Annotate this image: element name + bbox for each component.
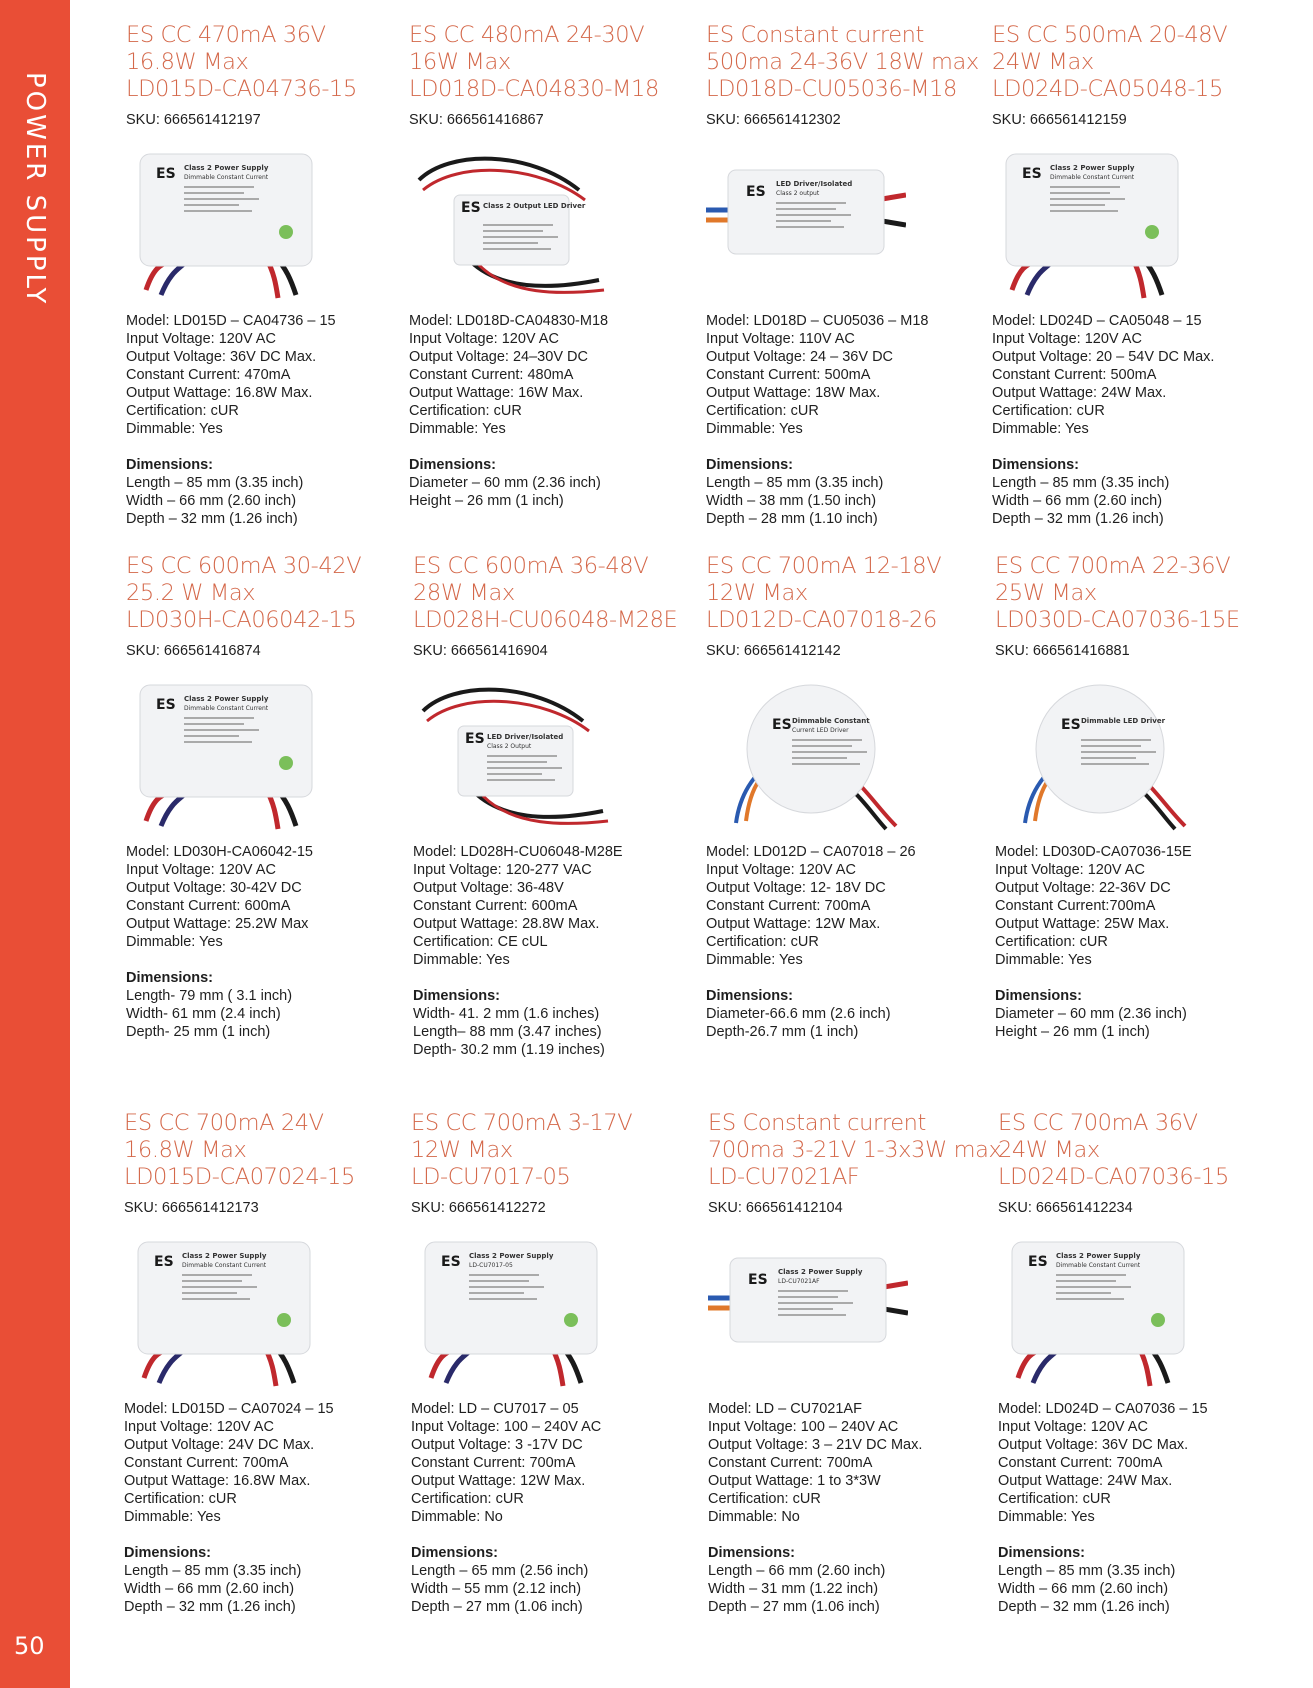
dimension-line: Depth- 25 mm (1 inch) xyxy=(126,1024,271,1040)
product-title-line: 12W Max xyxy=(411,1137,513,1163)
spec-line: Input Voltage: 120V AC xyxy=(998,1419,1148,1435)
svg-text:Current LED Driver: Current LED Driver xyxy=(792,727,849,734)
spec-line: Model: LD015D – CA04736 – 15 xyxy=(126,313,336,329)
product-dimensions xyxy=(706,474,988,528)
spec-line: Certification: cUR xyxy=(706,403,819,419)
dimension-line: Diameter – 60 mm (2.36 inch) xyxy=(995,1006,1187,1022)
spec-line: Output Voltage: 24V DC Max. xyxy=(124,1437,315,1453)
spec-line: Dimmable: Yes xyxy=(124,1509,221,1525)
spec-line: Output Voltage: 36V DC Max. xyxy=(126,349,317,365)
spec-line: Output Voltage: 20 – 54V DC Max. xyxy=(992,349,1215,365)
dimension-line: Width – 38 mm (1.50 inch) xyxy=(706,493,877,509)
product-specs xyxy=(126,312,408,438)
spec-line: Model: LD – CU7021AF xyxy=(708,1401,862,1417)
dimensions-heading: Dimensions: xyxy=(995,988,1083,1004)
dimension-line: Width – 66 mm (2.60 inch) xyxy=(126,493,297,509)
dimension-line: Depth-26.7 mm (1 inch) xyxy=(706,1024,859,1040)
spec-line: Input Voltage: 120V AC xyxy=(995,862,1145,878)
svg-text:Class 2 Power Supply: Class 2 Power Supply xyxy=(182,1252,267,1260)
svg-text:Class 2 Power Supply: Class 2 Power Supply xyxy=(1050,164,1135,172)
dimension-line: Depth- 30.2 mm (1.19 inches) xyxy=(413,1042,605,1058)
product-sku: SKU: 666561412302 xyxy=(706,112,841,128)
svg-text:Dimmable Constant Current: Dimmable Constant Current xyxy=(1056,1262,1141,1269)
spec-line: Certification: cUR xyxy=(124,1491,237,1507)
dimension-line: Depth – 32 mm (1.26 inch) xyxy=(126,511,298,527)
svg-text:ES: ES xyxy=(1061,717,1081,733)
svg-text:Class 2 Power Supply: Class 2 Power Supply xyxy=(778,1268,863,1276)
product-card xyxy=(708,1110,1002,1616)
svg-text:Dimmable LED Driver: Dimmable LED Driver xyxy=(1081,717,1166,725)
product-image xyxy=(411,1228,611,1388)
dimensions-heading: Dimensions: xyxy=(992,457,1080,473)
spec-line: Output Wattage: 16.8W Max. xyxy=(126,385,313,401)
svg-text:Class 2 Power Supply: Class 2 Power Supply xyxy=(184,695,269,703)
spec-line: Model: LD018D-CA04830-M18 xyxy=(409,313,609,329)
product-title xyxy=(126,22,408,103)
product-specs xyxy=(706,312,988,438)
svg-text:Dimmable Constant Current: Dimmable Constant Current xyxy=(184,705,269,712)
product-image xyxy=(998,1228,1198,1388)
product-title-line: LD024D-CA05048-15 xyxy=(992,76,1223,102)
product-title-line: ES CC 480mA 24-30V xyxy=(409,22,645,48)
svg-text:LED Driver/Isolated: LED Driver/Isolated xyxy=(487,733,564,741)
product-title-line: 16W Max xyxy=(409,49,511,75)
dimension-line: Length – 66 mm (2.60 inch) xyxy=(708,1563,886,1579)
product-dimensions xyxy=(998,1562,1280,1616)
product-title-line: ES CC 700mA 36V xyxy=(998,1110,1198,1136)
dimension-line: Length – 85 mm (3.35 inch) xyxy=(126,475,304,491)
section-title: POWER SUPPLY xyxy=(20,72,50,307)
svg-text:Dimmable Constant Current: Dimmable Constant Current xyxy=(182,1262,267,1269)
page-number: 50 xyxy=(14,1632,45,1660)
product-photo xyxy=(411,1228,611,1388)
product-title xyxy=(413,553,695,634)
spec-line: Model: LD018D – CU05036 – M18 xyxy=(706,313,929,329)
product-title-line: 25.2 W Max xyxy=(126,580,256,606)
product-image xyxy=(706,140,906,300)
spec-line: Output Voltage: 3 -17V DC xyxy=(411,1437,583,1453)
dimension-line: Length – 85 mm (3.35 inch) xyxy=(706,475,884,491)
product-title xyxy=(126,553,408,634)
dimension-line: Depth – 32 mm (1.26 inch) xyxy=(992,511,1164,527)
product-specs xyxy=(413,843,695,969)
product-title-line: LD018D-CA04830-M18 xyxy=(409,76,659,102)
dimension-line: Diameter – 60 mm (2.36 inch) xyxy=(409,475,601,491)
spec-line: Input Voltage: 120V AC xyxy=(992,331,1142,347)
product-photo xyxy=(706,140,906,300)
product-sku: SKU: 666561412159 xyxy=(992,112,1127,128)
svg-text:ES: ES xyxy=(461,200,481,216)
product-sku: SKU: 666561416874 xyxy=(126,643,261,659)
spec-line: Certification: cUR xyxy=(126,403,239,419)
svg-text:ES: ES xyxy=(772,717,792,733)
product-title-line: ES Constant current xyxy=(708,1110,926,1136)
product-specs xyxy=(708,1400,990,1526)
spec-line: Input Voltage: 120V AC xyxy=(706,862,856,878)
spec-line: Input Voltage: 120-277 VAC xyxy=(413,862,592,878)
spec-line: Certification: cUR xyxy=(708,1491,821,1507)
product-image xyxy=(124,1228,324,1388)
product-photo xyxy=(409,140,609,300)
spec-line: Constant Current: 470mA xyxy=(126,367,291,383)
product-title-line: 28W Max xyxy=(413,580,515,606)
product-title xyxy=(706,553,988,634)
spec-line: Output Wattage: 12W Max. xyxy=(411,1473,586,1489)
product-sku: SKU: 666561412197 xyxy=(126,112,261,128)
product-specs xyxy=(992,312,1274,438)
product-title-line: LD015D-CA07024-15 xyxy=(124,1164,355,1190)
dimension-line: Length– 88 mm (3.47 inches) xyxy=(413,1024,602,1040)
product-title-line: ES CC 600mA 36-48V xyxy=(413,553,649,579)
product-dimensions xyxy=(126,474,408,528)
product-title-line: 24W Max xyxy=(992,49,1094,75)
product-sku: SKU: 666561416881 xyxy=(995,643,1130,659)
dimension-line: Length- 79 mm ( 3.1 inch) xyxy=(126,988,293,1004)
product-title-line: 700ma 3-21V 1-3x3W max xyxy=(708,1137,1002,1163)
dimension-line: Width- 41. 2 mm (1.6 inches) xyxy=(413,1006,600,1022)
product-specs xyxy=(411,1400,693,1526)
dimension-line: Length – 65 mm (2.56 inch) xyxy=(411,1563,589,1579)
spec-line: Output Wattage: 24W Max. xyxy=(992,385,1167,401)
product-title-line: ES CC 470mA 36V xyxy=(126,22,326,48)
product-card xyxy=(998,1110,1280,1616)
product-photo xyxy=(708,1228,908,1388)
product-dimensions xyxy=(708,1562,990,1616)
product-image xyxy=(992,140,1192,300)
dimension-line: Depth – 27 mm (1.06 inch) xyxy=(708,1599,880,1615)
product-dimensions xyxy=(413,1005,695,1059)
product-title xyxy=(992,22,1274,103)
product-sku: SKU: 666561412173 xyxy=(124,1200,259,1216)
spec-line: Dimmable: Yes xyxy=(126,934,223,950)
spec-line: Model: LD028H-CU06048-M28E xyxy=(413,844,623,860)
product-specs xyxy=(995,843,1277,969)
svg-text:LED Driver/Isolated: LED Driver/Isolated xyxy=(776,180,853,188)
spec-line: Certification: cUR xyxy=(995,934,1108,950)
svg-text:Class 2 Output: Class 2 Output xyxy=(487,743,532,750)
spec-line: Certification: cUR xyxy=(998,1491,1111,1507)
dimensions-heading: Dimensions: xyxy=(124,1545,212,1561)
svg-text:ES: ES xyxy=(156,166,176,182)
spec-line: Input Voltage: 100 – 240V AC xyxy=(708,1419,899,1435)
spec-line: Certification: cUR xyxy=(992,403,1105,419)
svg-text:Class 2 Output LED Driver: Class 2 Output LED Driver xyxy=(483,202,586,210)
dimension-line: Width- 61 mm (2.4 inch) xyxy=(126,1006,281,1022)
product-title-line: 16.8W Max xyxy=(124,1137,247,1163)
product-card xyxy=(706,22,988,528)
dimensions-heading: Dimensions: xyxy=(413,988,501,1004)
spec-line: Dimmable: Yes xyxy=(706,952,803,968)
product-title xyxy=(995,553,1277,634)
spec-line: Output Voltage: 12- 18V DC xyxy=(706,880,886,896)
product-title-line: LD030D-CA07036-15E xyxy=(995,607,1240,633)
product-card xyxy=(124,1110,406,1616)
spec-line: Output Voltage: 3 – 21V DC Max. xyxy=(708,1437,923,1453)
product-title xyxy=(124,1110,406,1191)
dimension-line: Width – 66 mm (2.60 inch) xyxy=(998,1581,1169,1597)
product-photo xyxy=(126,140,326,300)
svg-text:Dimmable Constant Current: Dimmable Constant Current xyxy=(184,174,269,181)
dimension-line: Height – 26 mm (1 inch) xyxy=(409,493,564,509)
dimensions-heading: Dimensions: xyxy=(126,457,214,473)
svg-text:Class 2 Power Supply: Class 2 Power Supply xyxy=(1056,1252,1141,1260)
spec-line: Certification: cUR xyxy=(409,403,522,419)
spec-line: Constant Current: 600mA xyxy=(126,898,291,914)
spec-line: Output Wattage: 16.8W Max. xyxy=(124,1473,311,1489)
product-specs xyxy=(126,843,408,951)
svg-text:ES: ES xyxy=(156,697,176,713)
dimensions-heading: Dimensions: xyxy=(409,457,497,473)
product-title-line: 12W Max xyxy=(706,580,808,606)
spec-line: Output Voltage: 36V DC Max. xyxy=(998,1437,1189,1453)
spec-line: Output Wattage: 12W Max. xyxy=(706,916,881,932)
spec-line: Model: LD024D – CA07036 – 15 xyxy=(998,1401,1208,1417)
product-card xyxy=(411,1110,693,1616)
dimension-line: Length – 85 mm (3.35 inch) xyxy=(124,1563,302,1579)
product-card xyxy=(413,553,695,1059)
product-sku: SKU: 666561412142 xyxy=(706,643,841,659)
spec-line: Model: LD – CU7017 – 05 xyxy=(411,1401,579,1417)
dimension-line: Diameter-66.6 mm (2.6 inch) xyxy=(706,1006,891,1022)
spec-line: Dimmable: Yes xyxy=(992,421,1089,437)
product-card xyxy=(995,553,1277,1041)
product-specs xyxy=(998,1400,1280,1526)
product-dimensions xyxy=(409,474,691,510)
svg-text:Dimmable Constant Current: Dimmable Constant Current xyxy=(1050,174,1135,181)
spec-line: Certification: CE cUL xyxy=(413,934,548,950)
dimension-line: Depth – 32 mm (1.26 inch) xyxy=(998,1599,1170,1615)
spec-line: Output Voltage: 36-48V xyxy=(413,880,564,896)
product-specs xyxy=(706,843,988,969)
product-title-line: ES CC 600mA 30-42V xyxy=(126,553,362,579)
svg-text:ES: ES xyxy=(746,184,766,200)
product-card xyxy=(409,22,691,510)
spec-line: Constant Current: 700mA xyxy=(998,1455,1163,1471)
svg-text:ES: ES xyxy=(1028,1254,1048,1270)
spec-line: Constant Current: 700mA xyxy=(708,1455,873,1471)
product-image xyxy=(706,671,906,831)
svg-text:ES: ES xyxy=(154,1254,174,1270)
product-dimensions xyxy=(706,1005,988,1041)
product-image xyxy=(995,671,1195,831)
product-title-line: ES CC 700mA 22-36V xyxy=(995,553,1231,579)
svg-text:ES: ES xyxy=(465,731,485,747)
spec-line: Model: LD030H-CA06042-15 xyxy=(126,844,313,860)
product-title-line: LD024D-CA07036-15 xyxy=(998,1164,1229,1190)
product-sku: SKU: 666561412234 xyxy=(998,1200,1133,1216)
product-title-line: ES CC 700mA 3-17V xyxy=(411,1110,633,1136)
spec-line: Output Wattage: 24W Max. xyxy=(998,1473,1173,1489)
product-specs xyxy=(124,1400,406,1526)
dimension-line: Length – 85 mm (3.35 inch) xyxy=(998,1563,1176,1579)
product-sku: SKU: 666561416904 xyxy=(413,643,548,659)
spec-line: Dimmable: Yes xyxy=(409,421,506,437)
product-photo xyxy=(992,140,1192,300)
product-sku: SKU: 666561412104 xyxy=(708,1200,843,1216)
spec-line: Input Voltage: 100 – 240V AC xyxy=(411,1419,602,1435)
spec-line: Constant Current: 700mA xyxy=(706,898,871,914)
product-title xyxy=(708,1110,1002,1191)
dimension-line: Width – 55 mm (2.12 inch) xyxy=(411,1581,582,1597)
product-specs xyxy=(409,312,691,438)
spec-line: Output Voltage: 24 – 36V DC xyxy=(706,349,894,365)
spec-line: Dimmable: Yes xyxy=(413,952,510,968)
spec-line: Constant Current: 500mA xyxy=(706,367,871,383)
dimensions-heading: Dimensions: xyxy=(706,457,794,473)
spec-line: Dimmable: No xyxy=(708,1509,800,1525)
spec-line: Certification: cUR xyxy=(706,934,819,950)
spec-line: Model: LD024D – CA05048 – 15 xyxy=(992,313,1202,329)
product-image xyxy=(708,1228,908,1388)
spec-line: Input Voltage: 120V AC xyxy=(409,331,559,347)
svg-text:ES: ES xyxy=(441,1254,461,1270)
spec-line: Output Wattage: 16W Max. xyxy=(409,385,584,401)
product-title xyxy=(706,22,988,103)
spec-line: Input Voltage: 120V AC xyxy=(124,1419,274,1435)
svg-text:LD-CU7021AF: LD-CU7021AF xyxy=(778,1278,820,1285)
dimensions-heading: Dimensions: xyxy=(411,1545,499,1561)
product-title-line: ES CC 700mA 24V xyxy=(124,1110,324,1136)
product-image xyxy=(126,140,326,300)
product-title xyxy=(998,1110,1280,1191)
product-title-line: LD018D-CU05036-M18 xyxy=(706,76,957,102)
product-title-line: LD030H-CA06042-15 xyxy=(126,607,357,633)
product-card xyxy=(126,22,408,528)
product-card xyxy=(706,553,988,1041)
spec-line: Dimmable: Yes xyxy=(706,421,803,437)
product-dimensions xyxy=(126,987,408,1041)
spec-line: Dimmable: Yes xyxy=(995,952,1092,968)
product-photo xyxy=(126,671,326,831)
spec-line: Dimmable: Yes xyxy=(998,1509,1095,1525)
product-photo xyxy=(995,671,1195,831)
dimensions-heading: Dimensions: xyxy=(708,1545,796,1561)
product-image xyxy=(126,671,326,831)
dimensions-heading: Dimensions: xyxy=(998,1545,1086,1561)
spec-line: Certification: cUR xyxy=(411,1491,524,1507)
product-dimensions xyxy=(124,1562,406,1616)
dimension-line: Width – 66 mm (2.60 inch) xyxy=(124,1581,295,1597)
product-title-line: ES Constant current xyxy=(706,22,924,48)
spec-line: Input Voltage: 120V AC xyxy=(126,862,276,878)
spec-line: Constant Current: 480mA xyxy=(409,367,574,383)
svg-text:Dimmable Constant: Dimmable Constant xyxy=(792,717,870,725)
product-dimensions xyxy=(995,1005,1277,1041)
product-title xyxy=(411,1110,693,1191)
product-title-line: LD012D-CA07018-26 xyxy=(706,607,937,633)
dimension-line: Depth – 27 mm (1.06 inch) xyxy=(411,1599,583,1615)
product-dimensions xyxy=(992,474,1274,528)
svg-text:LD-CU7017-05: LD-CU7017-05 xyxy=(469,1262,513,1269)
svg-text:ES: ES xyxy=(1022,166,1042,182)
spec-line: Dimmable: Yes xyxy=(126,421,223,437)
product-card xyxy=(126,553,408,1041)
svg-text:ES: ES xyxy=(748,1272,768,1288)
spec-line: Constant Current: 600mA xyxy=(413,898,578,914)
spec-line: Constant Current:700mA xyxy=(995,898,1156,914)
product-photo xyxy=(413,671,613,831)
spec-line: Output Wattage: 28.8W Max. xyxy=(413,916,600,932)
spec-line: Output Wattage: 25W Max. xyxy=(995,916,1170,932)
spec-line: Output Wattage: 1 to 3*3W xyxy=(708,1473,881,1489)
spec-line: Output Voltage: 30-42V DC xyxy=(126,880,302,896)
spec-line: Input Voltage: 120V AC xyxy=(126,331,276,347)
product-photo xyxy=(998,1228,1198,1388)
spec-line: Model: LD030D-CA07036-15E xyxy=(995,844,1192,860)
product-title-line: ES CC 500mA 20-48V xyxy=(992,22,1228,48)
product-title-line: 25W Max xyxy=(995,580,1097,606)
sidebar xyxy=(0,0,70,1688)
product-sku: SKU: 666561412272 xyxy=(411,1200,546,1216)
product-title-line: 16.8W Max xyxy=(126,49,249,75)
dimension-line: Width – 66 mm (2.60 inch) xyxy=(992,493,1163,509)
dimension-line: Width – 31 mm (1.22 inch) xyxy=(708,1581,879,1597)
spec-line: Constant Current: 700mA xyxy=(124,1455,289,1471)
product-title-line: LD015D-CA04736-15 xyxy=(126,76,357,102)
spec-line: Output Voltage: 24–30V DC xyxy=(409,349,588,365)
product-dimensions xyxy=(411,1562,693,1616)
product-title-line: LD028H-CU06048-M28E xyxy=(413,607,678,633)
product-title-line: LD-CU7017-05 xyxy=(411,1164,571,1190)
spec-line: Output Voltage: 22-36V DC xyxy=(995,880,1171,896)
product-photo xyxy=(124,1228,324,1388)
product-title-line: 24W Max xyxy=(998,1137,1100,1163)
svg-text:Class 2 Power Supply: Class 2 Power Supply xyxy=(469,1252,554,1260)
product-photo xyxy=(706,671,906,831)
spec-line: Output Wattage: 18W Max. xyxy=(706,385,881,401)
dimension-line: Depth – 32 mm (1.26 inch) xyxy=(124,1599,296,1615)
spec-line: Model: LD015D – CA07024 – 15 xyxy=(124,1401,334,1417)
spec-line: Output Wattage: 25.2W Max xyxy=(126,916,309,932)
product-title-line: 500ma 24-36V 18W max xyxy=(706,49,979,75)
svg-text:Class 2 output: Class 2 output xyxy=(776,190,820,197)
product-card xyxy=(992,22,1274,528)
spec-line: Model: LD012D – CA07018 – 26 xyxy=(706,844,916,860)
dimension-line: Length – 85 mm (3.35 inch) xyxy=(992,475,1170,491)
product-title xyxy=(409,22,691,103)
product-image xyxy=(409,140,609,300)
svg-text:Class 2 Power Supply: Class 2 Power Supply xyxy=(184,164,269,172)
product-title-line: ES CC 700mA 12-18V xyxy=(706,553,942,579)
product-title-line: LD-CU7021AF xyxy=(708,1164,860,1190)
product-sku: SKU: 666561416867 xyxy=(409,112,544,128)
dimension-line: Depth – 28 mm (1.10 inch) xyxy=(706,511,878,527)
spec-line: Constant Current: 700mA xyxy=(411,1455,576,1471)
dimension-line: Height – 26 mm (1 inch) xyxy=(995,1024,1150,1040)
spec-line: Input Voltage: 110V AC xyxy=(706,331,855,347)
product-image xyxy=(413,671,613,831)
dimensions-heading: Dimensions: xyxy=(706,988,794,1004)
spec-line: Dimmable: No xyxy=(411,1509,503,1525)
dimensions-heading: Dimensions: xyxy=(126,970,214,986)
spec-line: Constant Current: 500mA xyxy=(992,367,1157,383)
